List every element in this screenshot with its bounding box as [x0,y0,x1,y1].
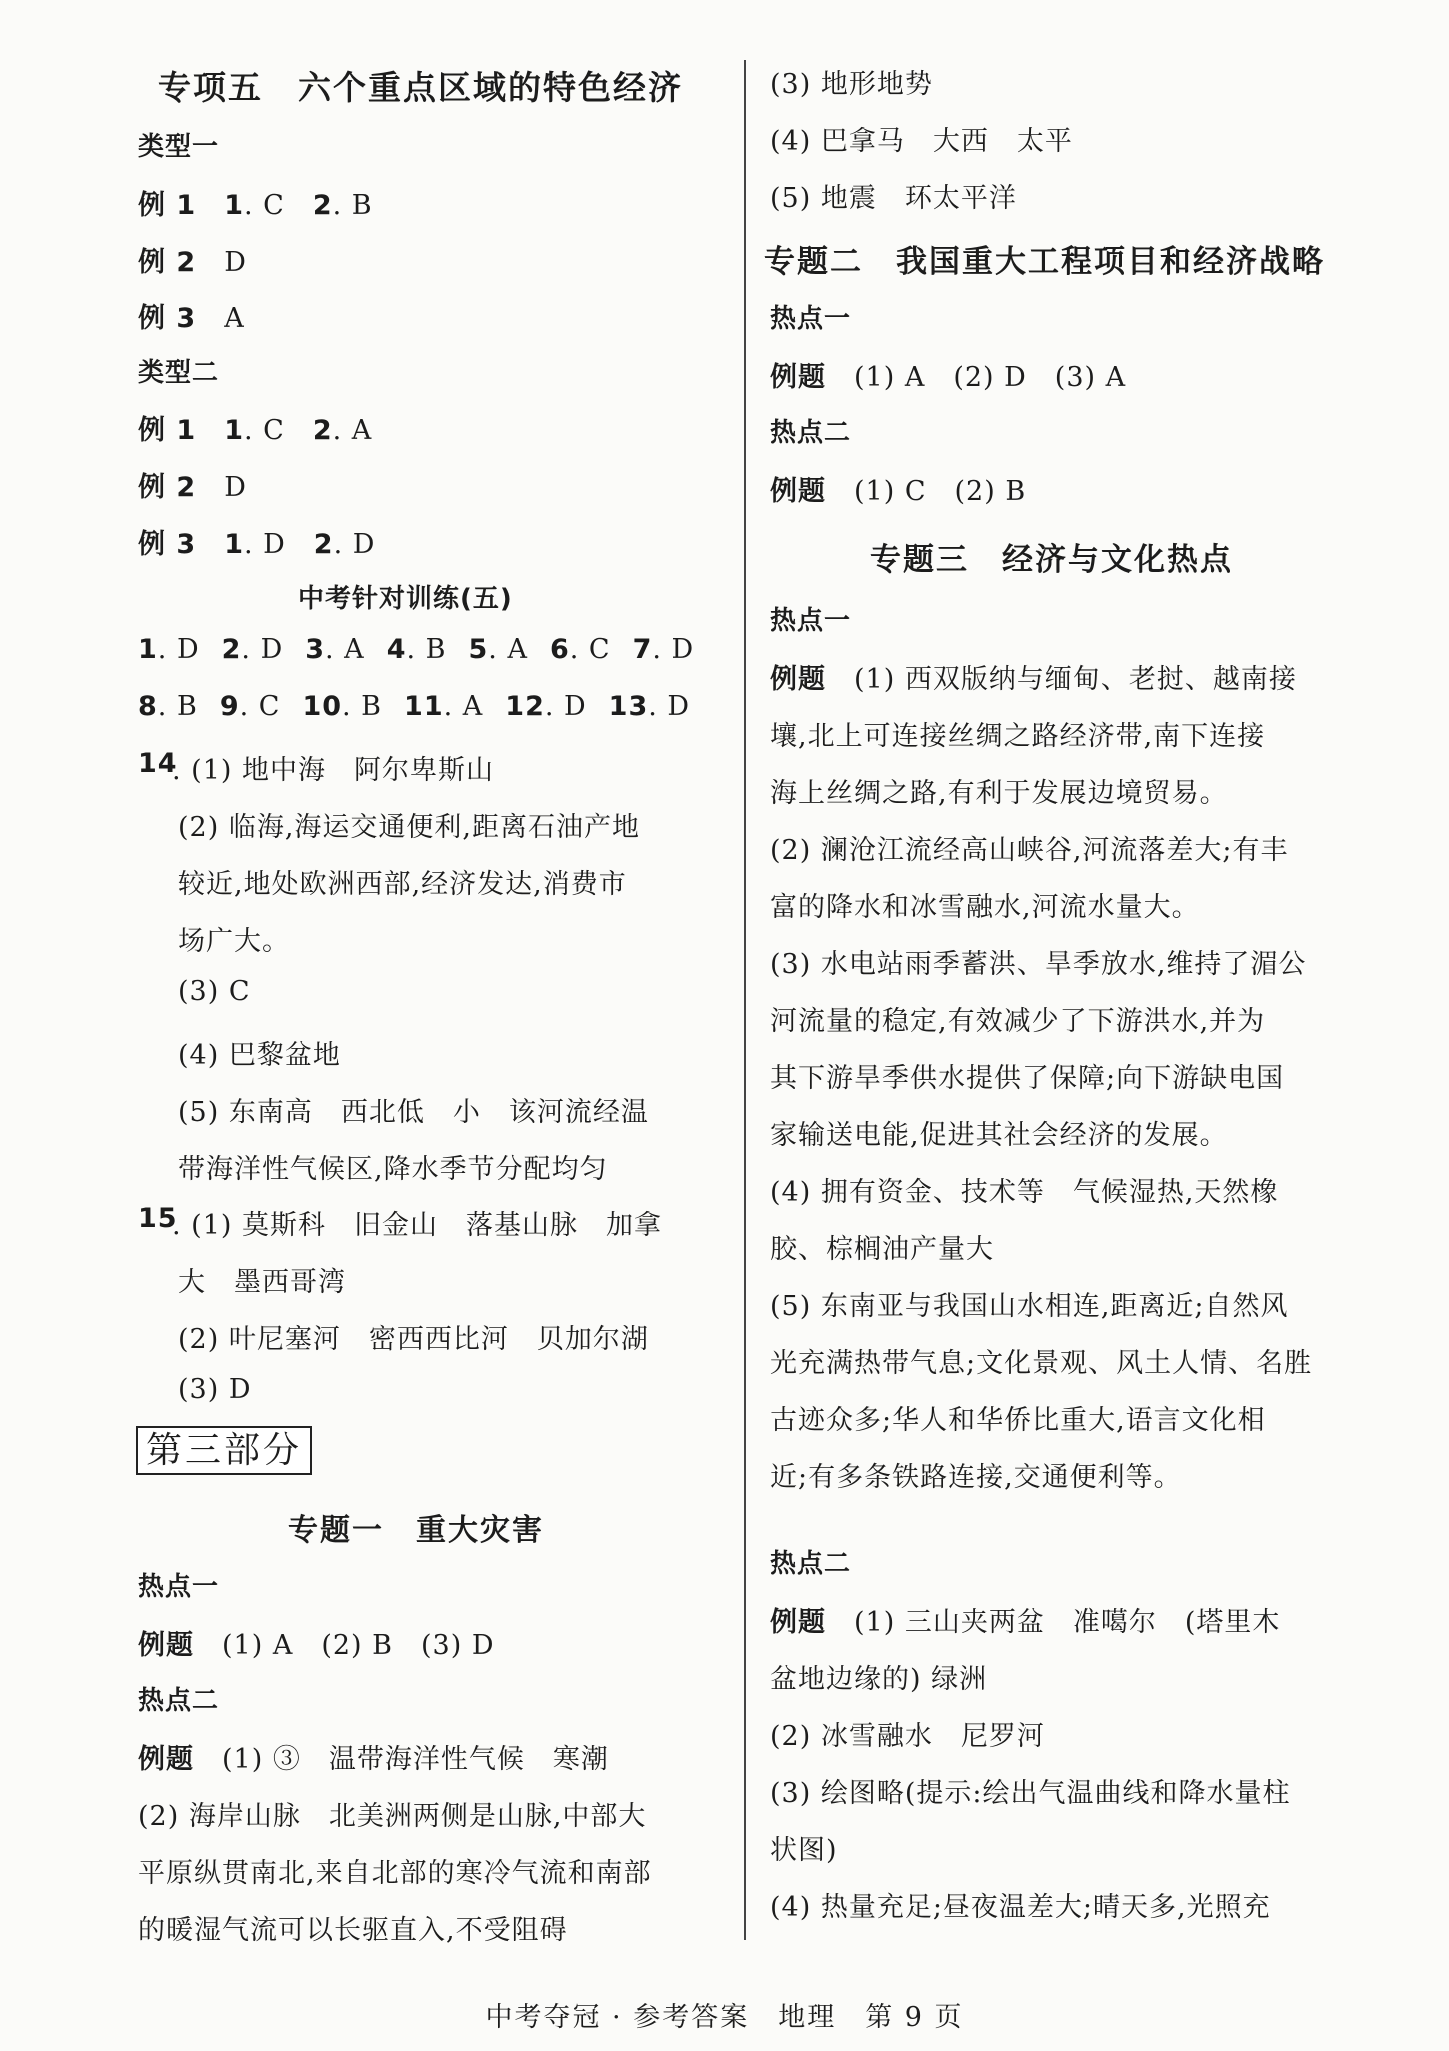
answer-line: 例 3 1. D 2. D [138,529,376,560]
answer-text-line: (5) 东南高 西北低 小 该河流经温 [178,1097,649,1128]
answer-text-line: 壤,北上可连接丝绸之路经济带,南下连接 [770,721,1266,752]
answer-text-line: (3) 水电站雨季蓄洪、旱季放水,维持了湄公 [770,949,1307,980]
answer-text-line: (4) 热量充足;昼夜温差大;晴天多,光照充 [770,1892,1271,1923]
answer-text-line: 的暖湿气流可以长驱直入,不受阻碍 [138,1915,568,1946]
answer-row [138,691,712,722]
answer-text-line: 古迹众多;华人和华侨比重大,语言文化相 [770,1405,1266,1436]
type-heading: 类型二 [138,358,220,388]
answer-text-line: (3) D [178,1374,252,1405]
answer-text-line: (2) 海岸山脉 北美洲两侧是山脉,中部大 [138,1801,647,1832]
choice-answer: 7. D [632,634,695,665]
answer-text-line: 大 墨西哥湾 [178,1267,346,1298]
answer-text-line: (5) 地震 环太平洋 [770,183,1017,214]
question-number: 14 [138,748,178,779]
answer-text-line: . (1) 地中海 阿尔卑斯山 [172,755,494,786]
answer-text-line: 富的降水和冰雪融水,河流水量大。 [770,892,1200,923]
answer-text-line: 盆地边缘的) 绿洲 [770,1664,988,1695]
choice-answer: 13. D [608,691,691,722]
choice-answer: 5. A [468,634,528,665]
answer-line: 例 3 A [138,303,245,334]
answer-text-line: (3) C [178,976,251,1007]
answer-text-line: 场广大。 [178,926,290,957]
hotspot-heading: 热点二 [138,1686,220,1716]
answer-line: 例 1 1. C 2. A [138,415,373,446]
answer-text-line: (3) 地形地势 [770,69,933,100]
topic-title: 专题三 经济与文化热点 [870,542,1233,578]
answer-text-line: (2) 临海,海运交通便利,距离石油产地 [178,812,640,843]
choice-answer: 3. A [305,634,365,665]
choice-answer: 1. D [138,634,200,665]
answer-line: 例题 (1) ③ 温带海洋性气候 寒潮 [138,1744,609,1775]
choice-answer: 6. C [549,634,611,665]
answer-text-line: (2) 冰雪融水 尼罗河 [770,1721,1045,1752]
answer-text-line: . (1) 莫斯科 旧金山 落基山脉 加拿 [172,1210,662,1241]
answer-text-line: (3) 绘图略(提示:绘出气温曲线和降水量柱 [770,1778,1291,1809]
answer-line: 例题 (1) 西双版纳与缅甸、老挝、越南接 [770,664,1297,695]
question-number: 15 [138,1203,178,1234]
answer-line: 例 2 D [138,472,247,503]
answer-row [138,634,716,665]
answer-text-line: 胶、棕榈油产量大 [770,1234,994,1265]
choice-answer: 2. D [221,634,284,665]
training-title: 中考针对训练(五) [298,584,513,614]
column-divider [744,60,746,1940]
choice-answer: 11. A [404,691,484,722]
answer-text-line: (5) 东南亚与我国山水相连,距离近;自然风 [770,1291,1289,1322]
hotspot-heading: 热点二 [770,1549,852,1579]
answer-text-line: 光充满热带气息;文化景观、风土人情、名胜 [770,1348,1313,1379]
type-heading: 类型一 [138,132,220,162]
choice-answer: 10. B [302,691,383,722]
answer-line: 例 1 1. C 2. B [138,190,373,221]
answer-text-line: 近;有多条铁路连接,交通便利等。 [770,1462,1182,1493]
answer-text-line: 较近,地处欧洲西部,经济发达,消费市 [178,869,627,900]
hotspot-heading: 热点二 [770,418,852,448]
page-footer: 中考夺冠 · 参考答案 地理 第 9 页 [485,2002,964,2033]
answer-text-line: 其下游旱季供水提供了保障;向下游缺电国 [770,1063,1285,1094]
answer-text-line: (2) 叶尼塞河 密西西比河 贝加尔湖 [178,1324,649,1355]
hotspot-heading: 热点一 [770,606,852,636]
choice-answer: 9. C [219,691,281,722]
answer-line: 例题 (1) 三山夹两盆 准噶尔 (塔里木 [770,1607,1281,1638]
answer-text-line: (4) 巴拿马 大西 太平 [770,126,1073,157]
topic-title: 专题一 重大灾害 [288,1513,544,1548]
answer-text-line: 带海洋性气候区,降水季节分配均匀 [178,1154,608,1185]
answer-line: 例 2 D [138,247,247,278]
answer-text-line: 海上丝绸之路,有利于发展边境贸易。 [770,778,1228,809]
answer-line: 例题 (1) A (2) B (3) D [138,1630,495,1661]
answer-text-line: (4) 拥有资金、技术等 气候湿热,天然橡 [770,1177,1279,1208]
answer-text-line: 河流量的稳定,有效减少了下游洪水,并为 [770,1006,1266,1037]
answer-line: 例题 (1) A (2) D (3) A [770,362,1127,393]
answer-text-line: (2) 澜沧江流经高山峡谷,河流落差大;有丰 [770,835,1289,866]
topic-title: 专题二 我国重大工程项目和经济战略 [764,244,1325,280]
hotspot-heading: 热点一 [770,304,852,334]
answer-text-line: 家输送电能,促进其社会经济的发展。 [770,1120,1228,1151]
choice-answer: 8. B [138,691,198,722]
answer-text-line: (4) 巴黎盆地 [178,1040,341,1071]
choice-answer: 4. B [386,634,447,665]
hotspot-heading: 热点一 [138,1572,220,1602]
answer-line: 例题 (1) C (2) B [770,476,1027,507]
part-heading: 第三部分 [136,1422,312,1473]
answer-text-line: 状图) [770,1835,838,1866]
section-title: 专项五 六个重点区域的特色经济 [158,68,683,107]
choice-answer: 12. D [505,691,587,722]
answer-text-line: 平原纵贯南北,来自北部的寒冷气流和南部 [138,1858,652,1889]
